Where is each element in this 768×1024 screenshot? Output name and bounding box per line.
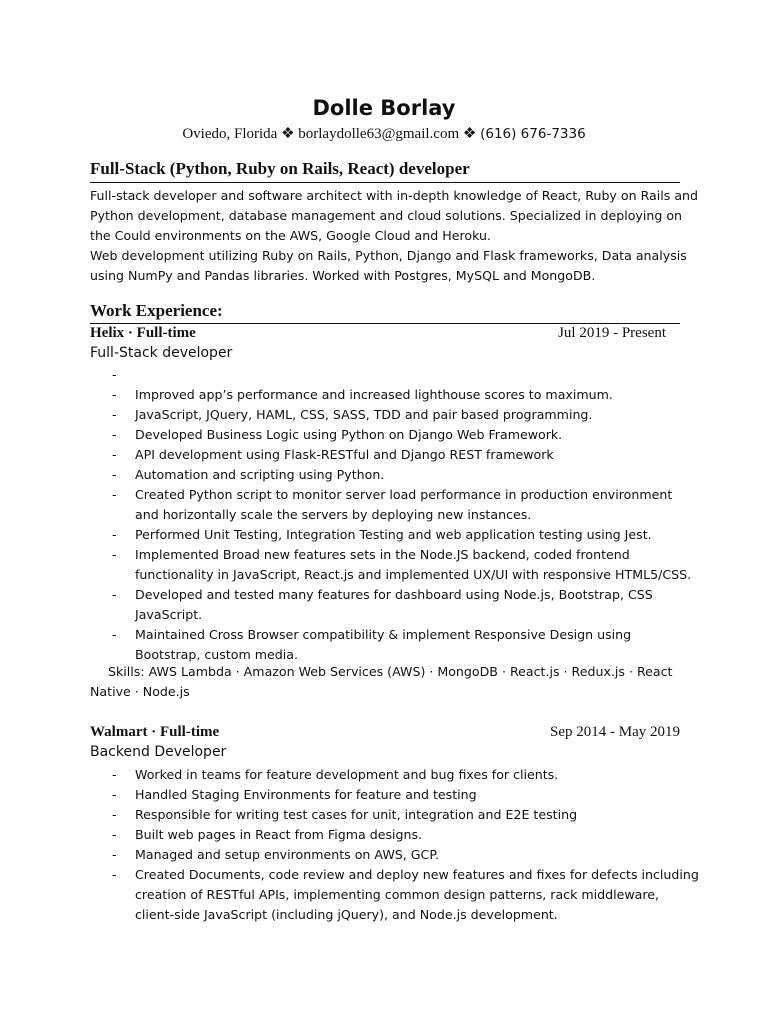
bullet-text: Bootstrap, custom media. <box>135 647 298 662</box>
bullet-text: Worked in teams for feature development and bug fixes for clients. <box>135 767 559 782</box>
bullet-text <box>135 365 690 385</box>
bullet-text: client-side JavaScript (including jQuery), and Node.js development. <box>135 907 558 922</box>
bullet-item <box>90 425 690 445</box>
email: borlaydolle63@gmail.com <box>298 126 460 142</box>
bullet-item <box>90 625 690 665</box>
location: Oviedo, Florida <box>182 126 278 142</box>
dash-icon: - <box>112 487 117 502</box>
bullet-item <box>90 765 690 785</box>
dash-icon: - <box>112 827 117 842</box>
bullet-item <box>90 465 690 485</box>
skills-line: Native · Node.js <box>90 684 190 699</box>
bullet-text: creation of RESTful APIs, implementing common design patterns, rack middleware, <box>135 887 660 902</box>
bullet-item <box>90 785 690 805</box>
bullet-text: JavaScript. <box>135 607 203 622</box>
summary <box>90 186 699 286</box>
summary-line: Web development utilizing Ruby on Rails, Python, Django and Flask frameworks, Data analysis <box>90 248 687 263</box>
dash-icon: - <box>112 367 117 382</box>
dash-icon: - <box>112 407 117 422</box>
job-bullets <box>90 365 690 665</box>
dash-icon: - <box>112 847 117 862</box>
job-header <box>90 325 680 345</box>
dash-icon: - <box>112 447 117 462</box>
dash-icon: - <box>112 627 117 642</box>
bullet-item <box>90 845 690 865</box>
separator-icon: ❖ <box>281 126 295 142</box>
bullet-text: Developed Business Logic using Python on Django Web Framework. <box>135 427 563 442</box>
dash-icon: - <box>112 387 117 402</box>
summary-line: using NumPy and Pandas libraries. Worked with Postgres, MySQL and MongoDB. <box>90 268 596 283</box>
bullet-text: Created Documents, code review and deploy new features and fixes for defects including <box>135 867 699 882</box>
bullet-item <box>90 405 690 425</box>
bullet-text: Improved app’s performance and increased lighthouse scores to maximum. <box>135 387 613 402</box>
dash-icon: - <box>112 807 117 822</box>
dash-icon: - <box>112 427 117 442</box>
summary-line: Full-stack developer and software architect with in-depth knowledge of React, Ruby on Rails and <box>90 188 699 203</box>
dash-icon: - <box>112 467 117 482</box>
bullet-item <box>90 805 690 825</box>
bullet-item <box>90 525 690 545</box>
summary-line: the Could environments on the AWS, Google Cloud and Heroku. <box>90 228 491 243</box>
bullet-item <box>90 485 690 525</box>
job-role: Full-Stack developer <box>90 345 233 361</box>
bullet-text: Developed and tested many features for dashboard using Node.js, Bootstrap, CSS <box>135 587 653 602</box>
bullet-text: Performed Unit Testing, Integration Testing and web application testing using Jest. <box>135 527 652 542</box>
bullet-text: Implemented Broad new features sets in the Node.JS backend, coded frontend <box>135 547 630 562</box>
bullet-text: Maintained Cross Browser compatibility & implement Responsive Design using <box>135 627 632 642</box>
phone: (616) 676-7336 <box>480 126 586 142</box>
bullet-item <box>90 365 690 385</box>
bullet-item <box>90 865 699 925</box>
job-dates: Jul 2019 - Present <box>558 325 666 341</box>
bullet-item <box>90 445 690 465</box>
job-role: Backend Developer <box>90 744 227 760</box>
bullet-text: functionality in JavaScript, React.js and implemented UX/UI with responsive HTML5/CSS. <box>135 567 692 582</box>
dash-icon: - <box>112 767 117 782</box>
bullet-text: JavaScript, JQuery, HAML, CSS, SASS, TDD and pair based programming. <box>135 407 593 422</box>
dash-icon: - <box>112 527 117 542</box>
job-dates: Sep 2014 - May 2019 <box>550 724 680 740</box>
job-skills <box>90 662 690 702</box>
candidate-name: Dolle Borlay <box>312 96 456 120</box>
bullet-text: Created Python script to monitor server load performance in production environment <box>135 487 673 502</box>
bullet-text: Handled Staging Environments for feature and testing <box>135 787 477 802</box>
work-experience-heading: Work Experience: <box>90 301 680 324</box>
dash-icon: - <box>112 547 117 562</box>
contact-line <box>0 124 768 143</box>
summary-line: Python development, database management and cloud solutions. Specialized in deploying on <box>90 208 683 223</box>
bullet-text: API development using Flask-RESTful and Django REST framework <box>135 447 554 462</box>
bullet-text: Responsible for writing test cases for unit, integration and E2E testing <box>135 807 578 822</box>
bullet-text: Built web pages in React from Figma designs. <box>135 827 423 842</box>
bullet-item <box>90 585 690 625</box>
bullet-text: and horizontally scale the servers by deploying new instances. <box>135 507 532 522</box>
dash-icon: - <box>112 587 117 602</box>
bullet-item <box>90 545 690 585</box>
job-header <box>90 724 680 744</box>
company: Helix · Full-time <box>90 325 196 341</box>
dash-icon: - <box>112 867 117 882</box>
dash-icon: - <box>112 787 117 802</box>
headline-title: Full-Stack (Python, Ruby on Rails, React) developer <box>90 159 680 183</box>
bullet-text: Automation and scripting using Python. <box>135 467 385 482</box>
bullet-text: Managed and setup environments on AWS, GCP. <box>135 847 439 862</box>
separator-icon: ❖ <box>462 126 477 142</box>
skills-line: Skills: AWS Lambda · Amazon Web Services (AWS) · MongoDB · React.js · Redux.js · React <box>108 664 673 679</box>
company: Walmart · Full-time <box>90 724 220 740</box>
bullet-item <box>90 385 690 405</box>
bullet-item <box>90 825 690 845</box>
job-bullets <box>90 765 699 925</box>
